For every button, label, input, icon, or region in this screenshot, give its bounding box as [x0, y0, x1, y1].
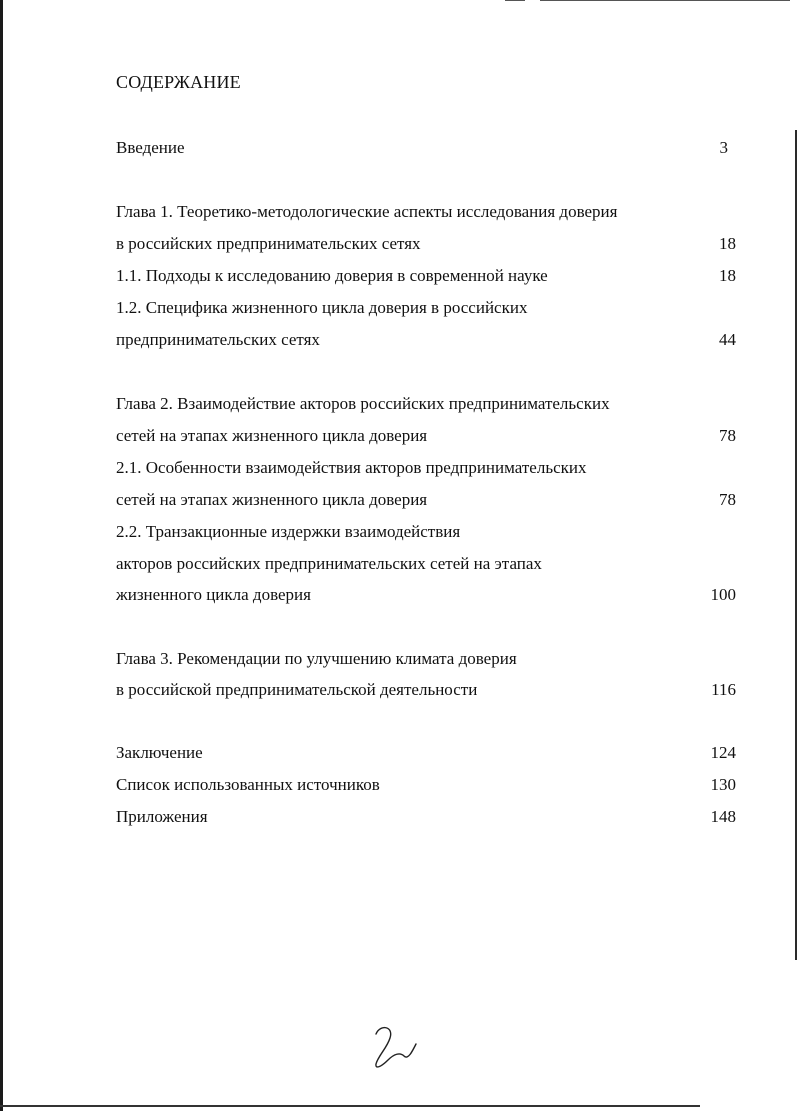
toc-entry-text: акторов российских предпринимательских сетей на этапах: [116, 554, 542, 573]
page-title: СОДЕРЖАНИЕ: [116, 72, 241, 92]
scan-edge-top-b: [540, 0, 790, 1]
toc-entry-chapter3-line2: [116, 678, 736, 702]
toc-entry-chapter2-line1: [116, 392, 736, 416]
toc-entry-text: Список использованных источников: [116, 775, 380, 794]
toc-entry-page: 78: [719, 426, 736, 445]
scan-edge-bottom: [0, 1105, 700, 1107]
toc-entry-chapter1-line1: [116, 200, 736, 224]
toc-entry-section-2-2-line1: [116, 520, 736, 544]
toc-entry-text: предпринимательских сетях: [116, 330, 320, 349]
toc-entry-section-1-2-line1: [116, 296, 736, 320]
toc-entry-page: 44: [719, 330, 736, 349]
toc-entry-intro: [116, 136, 736, 160]
toc-entry-text: сетей на этапах жизненного цикла доверия: [116, 426, 428, 445]
toc-entry-text: сетей на этапах жизненного цикла доверия: [116, 490, 428, 509]
toc-entry-section-2-1-line2: [116, 488, 736, 512]
toc-entry-text: Глава 3. Рекомендации по улучшению климата доверия: [116, 649, 517, 668]
toc-entry-references: [116, 773, 736, 797]
toc-entry-section-1-1: [116, 264, 736, 288]
toc-entry-text: Заключение: [116, 743, 203, 762]
toc-entry-text: Глава 1. Теоретико-методологические аспекты исследования доверия: [116, 202, 618, 221]
toc-entry-section-1-2-line2: [116, 328, 736, 352]
toc-entry-section-2-1-line1: [116, 456, 736, 480]
toc-entry-page: 148: [710, 807, 736, 826]
toc-entry-text: Приложения: [116, 807, 208, 826]
scan-edge-top-a: [505, 0, 525, 1]
toc-entry-text: 1.2. Специфика жизненного цикла доверия в российских: [116, 298, 528, 317]
toc-entry-page: 130: [710, 775, 736, 794]
scan-edge-right: [795, 130, 797, 960]
toc-entry-page: 100: [710, 585, 736, 604]
toc-entry-page: 18: [719, 266, 736, 285]
toc-entry-text: 2.1. Особенности взаимодействия акторов предпринимательских: [116, 458, 587, 477]
toc-entry-text: 1.1. Подходы к исследованию доверия в современной науке: [116, 266, 548, 285]
toc-entry-page: 78: [719, 490, 736, 509]
toc-entry-conclusion: [116, 741, 736, 765]
toc-entry-appendices: [116, 805, 736, 829]
toc-entry-text: Глава 2. Взаимодействие акторов российских предпринимательских: [116, 394, 610, 413]
toc-entry-text: в российской предпринимательской деятельности: [116, 680, 478, 699]
toc-entry-chapter1-line2: [116, 232, 736, 256]
toc-entry-text: в российских предпринимательских сетях: [116, 234, 421, 253]
toc-entry-page: 124: [710, 743, 736, 762]
toc-entry-section-2-2-line2: [116, 552, 736, 576]
toc-entry-chapter3-line1: [116, 647, 736, 671]
handwritten-page-mark: [370, 1022, 420, 1072]
toc-entry-section-2-2-line3: [116, 583, 736, 607]
toc-entry-text: жизненного цикла доверия: [116, 585, 311, 604]
toc-entry-page: 116: [711, 680, 736, 699]
toc-entry-text: 2.2. Транзакционные издержки взаимодействия: [116, 522, 461, 541]
toc-entry-page: 3: [719, 138, 728, 157]
toc-entry-text: Введение: [116, 138, 185, 157]
scan-edge-left: [0, 0, 3, 1111]
toc-entry-chapter2-line2: [116, 424, 736, 448]
toc-entry-page: 18: [719, 234, 736, 253]
